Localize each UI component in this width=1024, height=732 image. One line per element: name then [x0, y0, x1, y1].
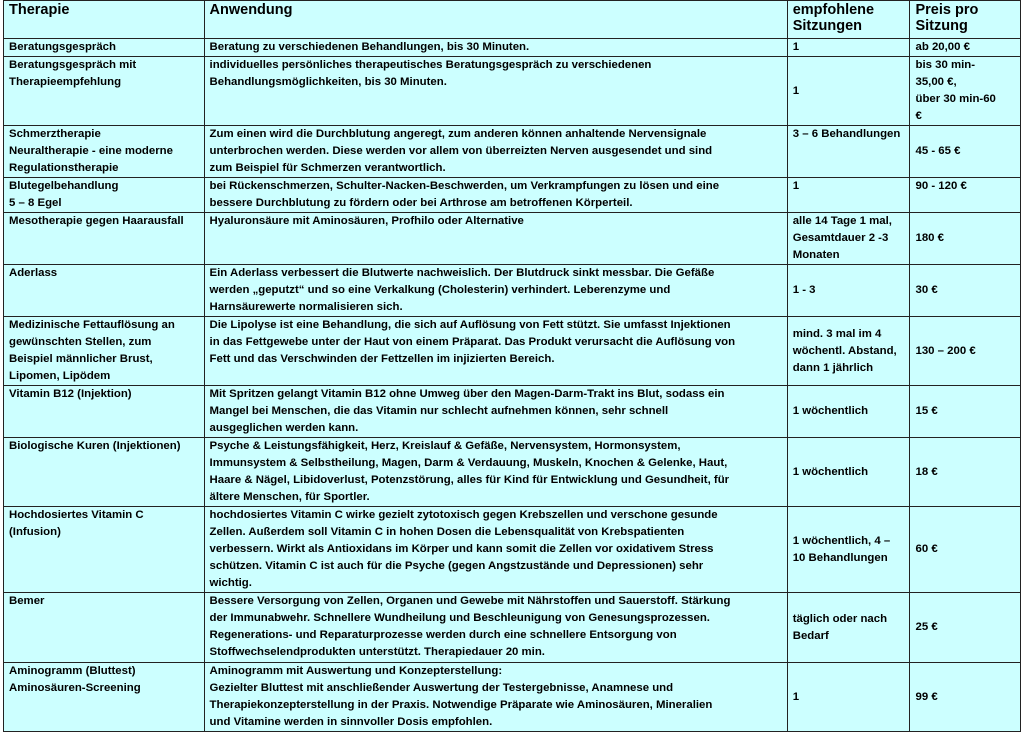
- application-line: Mangel bei Menschen, die das Vitamin nur schlecht aufnehmen können, sehr schnell: [209, 405, 669, 417]
- cell-price: [910, 663, 1021, 732]
- table-row: [4, 507, 1021, 593]
- table-row: [4, 126, 1021, 178]
- cell-therapy: [4, 126, 205, 178]
- cell-application: [204, 663, 787, 732]
- application-line: unterbrochen werden. Diese werden vor allem von überreizten Nerven ausgesendet und sind: [209, 145, 713, 157]
- application-line: bei Rückenschmerzen, Schulter-Nacken-Beschwerden, um Verkrampfungen zu lösen und eine: [209, 180, 720, 192]
- sessions-line: 1: [792, 41, 800, 53]
- application-line: schützen. Vitamin C ist auch für die Psyche (gegen Angstzustände und Depressionen) sehr: [209, 560, 704, 572]
- application-line: Harnsäurewerte normalisieren sich.: [209, 301, 403, 313]
- therapy-line: Aminosäuren-Screening: [9, 682, 141, 694]
- therapy-line: gewünschten Stellen, zum: [9, 336, 152, 348]
- cell-application: [204, 438, 787, 507]
- therapy-line: Regulationstherapie: [9, 162, 119, 174]
- sessions-line: 1: [792, 180, 800, 192]
- application-line: individuelles persönliches therapeutisches Beratungsgespräch zu verschiedenen: [209, 59, 652, 71]
- sessions-line: 1: [792, 84, 800, 97]
- price-line: 15 €: [915, 405, 938, 417]
- cell-therapy: [4, 265, 205, 317]
- cell-price: [910, 317, 1021, 386]
- table-row: [4, 178, 1021, 213]
- cell-sessions: [787, 39, 910, 57]
- therapy-line: Beratungsgespräch: [9, 41, 116, 53]
- therapy-line: Blutegelbehandlung: [9, 180, 119, 192]
- price-line: 180 €: [915, 232, 944, 244]
- application-line: Therapiekonzepterstellung in der Praxis. Notwendige Präparate wie Aminosäuren, Mineralien: [209, 699, 713, 711]
- sessions-line: 1 wöchentlich: [792, 405, 869, 417]
- therapy-line: Aminogramm (Bluttest): [9, 665, 136, 677]
- sessions-line: mind. 3 mal im 4: [792, 327, 882, 340]
- cell-price: [910, 213, 1021, 265]
- sessions-line: 1 wöchentlich, 4 –: [792, 534, 891, 547]
- application-line: bessere Durchblutung zu fördern oder bei Arthrose am betroffenen Körperteil.: [209, 197, 633, 209]
- table-row: [4, 39, 1021, 57]
- cell-application: [204, 178, 787, 213]
- cell-price: [910, 507, 1021, 593]
- header-price: Preis pro Sitzung: [910, 1, 1021, 39]
- cell-therapy: [4, 438, 205, 507]
- application-line: Beratung zu verschiedenen Behandlungen, bis 30 Minuten.: [209, 41, 530, 53]
- cell-sessions: [787, 386, 910, 438]
- cell-application: [204, 126, 787, 178]
- therapy-line: Vitamin B12 (Injektion): [9, 388, 132, 400]
- table-row: [4, 593, 1021, 663]
- therapy-line: (Infusion): [9, 526, 61, 538]
- header-application: Anwendung: [204, 1, 787, 39]
- sessions-line: wöchentl. Abstand,: [792, 344, 897, 357]
- therapy-line: Medizinische Fettauflösung an: [9, 319, 175, 331]
- application-line: Mit Spritzen gelangt Vitamin B12 ohne Umweg über den Magen-Darm-Trakt ins Blut, sodass ein: [209, 388, 725, 400]
- cell-application: [204, 593, 787, 663]
- application-line: hochdosiertes Vitamin C wirke gezielt zytotoxisch gegen Krebszellen und verschone gesunde: [209, 509, 718, 521]
- therapy-line: Bemer: [9, 595, 45, 607]
- cell-therapy: [4, 663, 205, 732]
- table-row: [4, 57, 1021, 126]
- sessions-line: alle 14 Tage 1 mal,: [792, 215, 892, 227]
- application-line: Ein Aderlass verbessert die Blutwerte nachweislich. Der Blutdruck sinkt messbar. Die Gefäße: [209, 267, 715, 279]
- application-line: Bessere Versorgung von Zellen, Organen und Gewebe mit Nährstoffen und Sauerstoff. Stärkung: [209, 595, 731, 607]
- price-line: bis 30 min-: [915, 59, 975, 71]
- cell-therapy: [4, 178, 205, 213]
- cell-sessions: [787, 438, 910, 507]
- application-line: Gezielter Bluttest mit anschließender Auswertung der Testergebnisse, Anamnese und: [209, 682, 674, 694]
- cell-application: [204, 386, 787, 438]
- cell-application: [204, 57, 787, 126]
- header-row: [4, 1, 1021, 39]
- cell-therapy: [4, 213, 205, 265]
- application-line: der Immunabwehr. Schnellere Wundheilung und Beschleunigung von Genesungsprozessen.: [209, 612, 710, 624]
- application-line: Fett und das Verschwinden der Fettzellen im injizierten Bereich.: [209, 353, 555, 365]
- price-line: €: [915, 110, 922, 122]
- application-line: Hyaluronsäure mit Aminosäuren, Profhilo oder Alternative: [209, 215, 524, 227]
- cell-price: [910, 57, 1021, 126]
- price-line: 25 €: [915, 621, 938, 633]
- cell-sessions: [787, 57, 910, 126]
- price-line: 99 €: [915, 690, 938, 703]
- therapy-line: Lipomen, Lipödem: [9, 370, 111, 382]
- therapy-line: Beispiel männlicher Brust,: [9, 353, 153, 365]
- application-line: Regenerations- und Reparaturprozesse werden durch eine schnellere Entsorgung von: [209, 629, 677, 641]
- table-row: [4, 386, 1021, 438]
- therapy-line: 5 – 8 Egel: [9, 197, 62, 209]
- cell-therapy: [4, 317, 205, 386]
- cell-price: [910, 386, 1021, 438]
- therapy-line: Neuraltherapie - eine moderne: [9, 145, 173, 157]
- header-sessions: empfohlene Sitzungen: [787, 1, 910, 39]
- price-line: 130 – 200 €: [915, 344, 976, 357]
- application-line: und Vitamine werden in sinnvoller Dosis empfohlen.: [209, 716, 493, 728]
- application-line: Psyche & Leistungsfähigkeit, Herz, Kreislauf & Gefäße, Nervensystem, Hormonsystem,: [209, 440, 681, 452]
- price-table: [3, 0, 1021, 732]
- therapy-line: Aderlass: [9, 267, 58, 279]
- application-line: Zellen. Außerdem soll Vitamin C in hohen Dosen die Lebensqualität von Krebspatienten: [209, 526, 685, 538]
- therapy-line: Schmerztherapie: [9, 128, 101, 140]
- cell-sessions: [787, 507, 910, 593]
- cell-therapy: [4, 39, 205, 57]
- sessions-line: dann 1 jährlich: [792, 361, 874, 374]
- therapy-line: Therapieempfehlung: [9, 76, 122, 88]
- cell-therapy: [4, 57, 205, 126]
- sessions-line: 1 wöchentlich: [792, 465, 869, 478]
- sessions-line: 10 Behandlungen: [792, 551, 888, 564]
- application-line: Haare & Nägel, Libidoverlust, Potenzstörung, alles für Kind für Entwicklung und Gesundheit, für: [209, 474, 730, 486]
- table-row: [4, 317, 1021, 386]
- cell-price: [910, 126, 1021, 178]
- application-line: Zum einen wird die Durchblutung angeregt, zum anderen können anhaltende Nervensignale: [209, 128, 707, 140]
- price-line: 35,00 €,: [915, 76, 957, 88]
- table-row: [4, 213, 1021, 265]
- cell-price: [910, 593, 1021, 663]
- cell-price: [910, 39, 1021, 57]
- price-line: 18 €: [915, 465, 938, 478]
- price-line: ab 20,00 €: [915, 41, 970, 53]
- price-line: 60 €: [915, 543, 938, 555]
- price-line: 45 - 65 €: [915, 145, 961, 157]
- cell-price: [910, 438, 1021, 507]
- sessions-line: 3 – 6 Behandlungen: [792, 128, 901, 140]
- cell-sessions: [787, 213, 910, 265]
- sessions-line: 1: [792, 690, 800, 703]
- cell-sessions: [787, 265, 910, 317]
- cell-therapy: [4, 386, 205, 438]
- application-line: Immunsystem & Selbstheilung, Magen, Darm & Verdauung, Muskeln, Knochen & Gelenke, Haut,: [209, 457, 728, 469]
- price-line: 90 - 120 €: [915, 180, 967, 192]
- cell-sessions: [787, 663, 910, 732]
- application-line: werden „geputzt“ und so eine Verkalkung (Cholesterin) verhindert. Leberenzyme und: [209, 284, 671, 296]
- cell-therapy: [4, 593, 205, 663]
- application-line: zum Beispiel für Schmerzen verantwortlich.: [209, 162, 446, 174]
- application-line: ausgeglichen werden kann.: [209, 422, 359, 434]
- sessions-line: täglich oder nach: [792, 612, 888, 625]
- cell-application: [204, 507, 787, 593]
- application-line: Behandlungsmöglichkeiten, bis 30 Minuten.: [209, 76, 447, 88]
- table-body: [4, 39, 1021, 732]
- cell-application: [204, 265, 787, 317]
- price-line: 30 €: [915, 284, 938, 296]
- cell-price: [910, 178, 1021, 213]
- price-line: über 30 min-60: [915, 93, 996, 105]
- table-header: [4, 1, 1021, 39]
- application-line: in das Fettgewebe unter der Haut von einem Präparat. Das Produkt verursacht die Auflösung von: [209, 336, 736, 348]
- application-line: wichtig.: [209, 577, 252, 589]
- application-line: Aminogramm mit Auswertung und Konzepterstellung:: [209, 665, 503, 677]
- table-row: [4, 438, 1021, 507]
- cell-price: [910, 265, 1021, 317]
- sessions-line: 1 - 3: [792, 284, 816, 296]
- table-row: [4, 265, 1021, 317]
- therapy-line: Hochdosiertes Vitamin C: [9, 509, 144, 521]
- header-therapy: Therapie: [4, 1, 205, 39]
- cell-sessions: [787, 593, 910, 663]
- therapy-line: Beratungsgespräch mit: [9, 59, 137, 71]
- application-line: verbessern. Wirkt als Antioxidans im Körper und kann somit die Zellen vor oxidativem Stress: [209, 543, 714, 555]
- cell-sessions: [787, 178, 910, 213]
- application-line: Stoffwechselendprodukten unterstützt. Therapiedauer 20 min.: [209, 646, 545, 658]
- cell-sessions: [787, 317, 910, 386]
- cell-application: [204, 317, 787, 386]
- sessions-line: Monaten: [792, 249, 840, 261]
- therapy-line: Mesotherapie gegen Haarausfall: [9, 215, 184, 227]
- sessions-line: Bedarf: [792, 629, 829, 642]
- cell-application: [204, 213, 787, 265]
- application-line: ältere Menschen, für Sportler.: [209, 491, 370, 503]
- table-row: [4, 663, 1021, 732]
- therapy-line: Biologische Kuren (Injektionen): [9, 440, 181, 452]
- application-line: Die Lipolyse ist eine Behandlung, die sich auf Auflösung von Fett stützt. Sie umfasst Injektionen: [209, 319, 731, 331]
- cell-application: [204, 39, 787, 57]
- cell-therapy: [4, 507, 205, 593]
- cell-sessions: [787, 126, 910, 178]
- sessions-line: Gesamtdauer 2 -3: [792, 232, 889, 244]
